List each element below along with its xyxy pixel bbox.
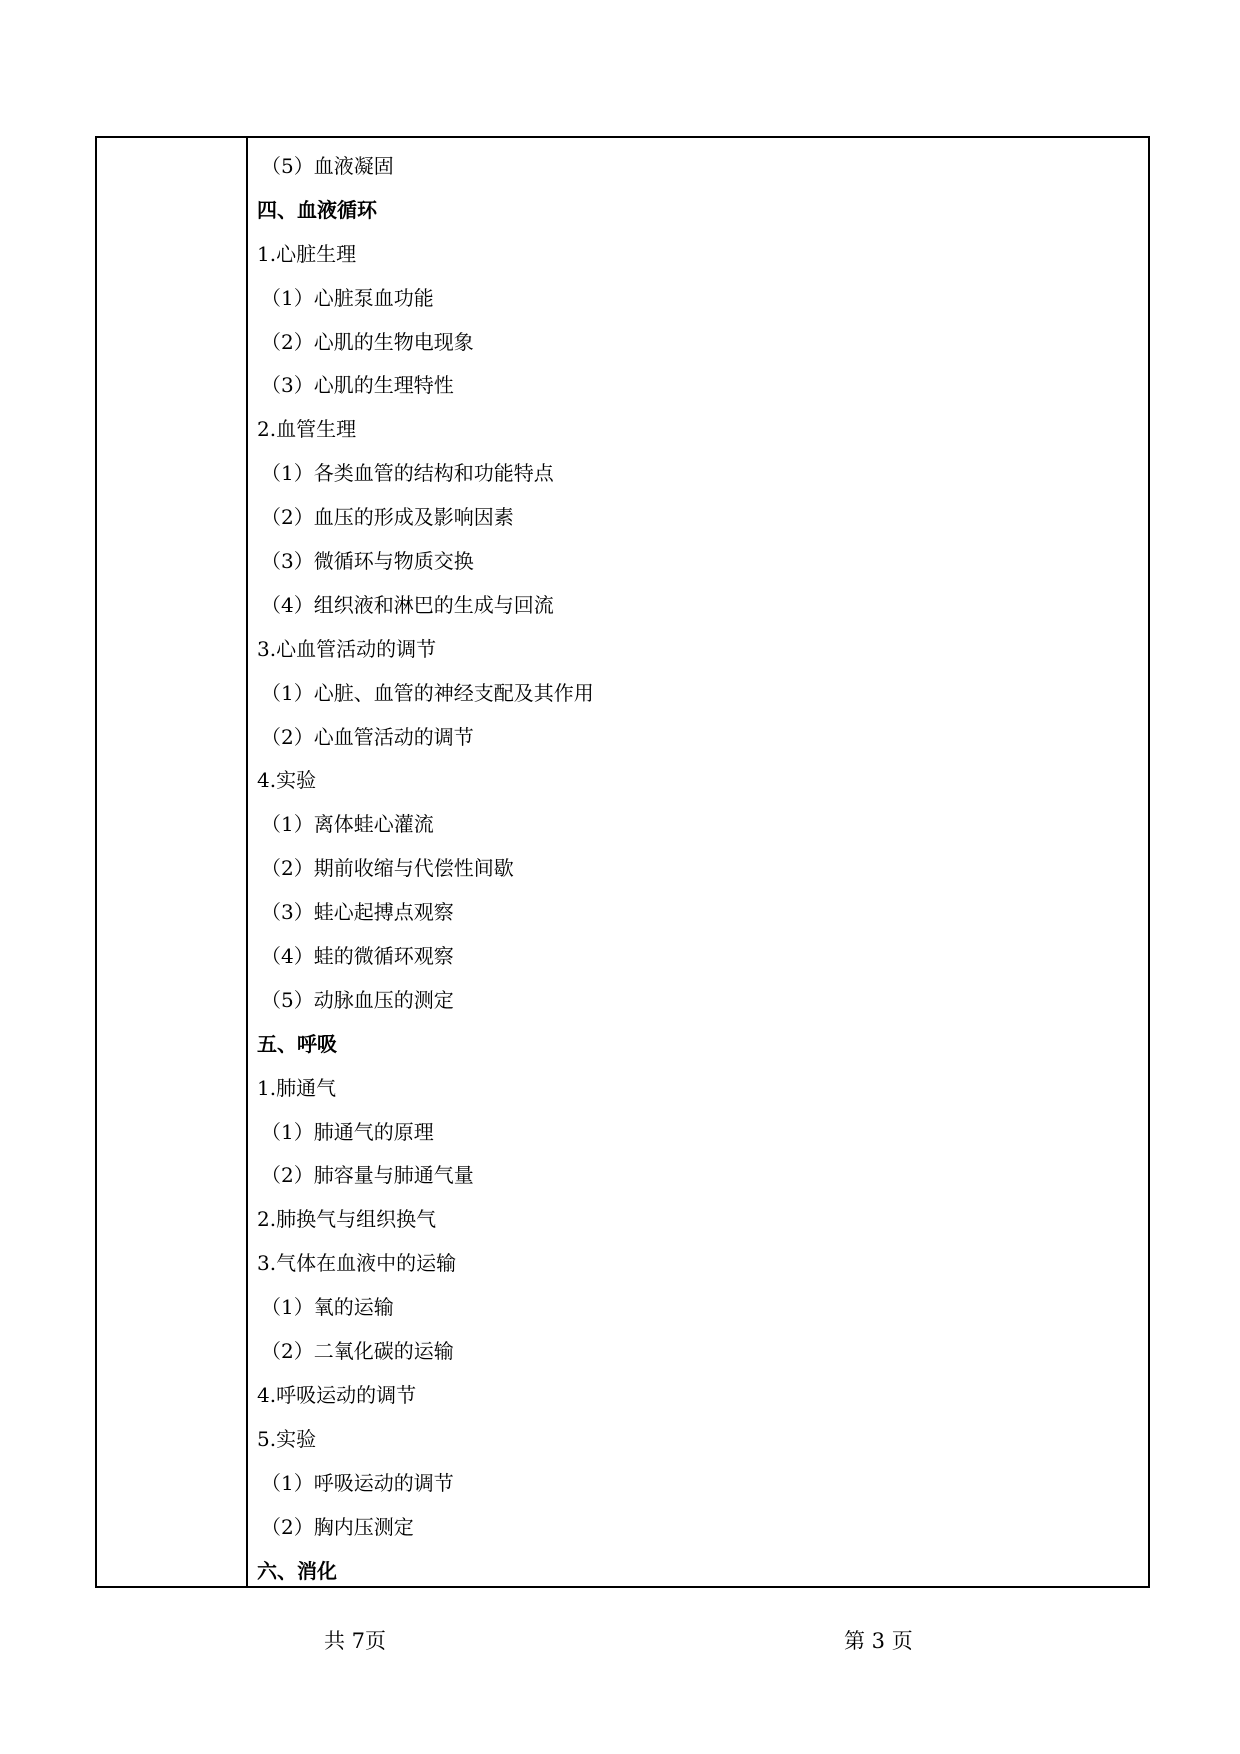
list-item: （2）心血管活动的调节 bbox=[261, 724, 474, 749]
list-item: （1）各类血管的结构和功能特点 bbox=[261, 461, 554, 486]
subsection-title: 1.肺通气 bbox=[257, 1075, 337, 1100]
list-item: （1）离体蛙心灌流 bbox=[261, 812, 434, 837]
list-item: （5）动脉血压的测定 bbox=[261, 987, 454, 1012]
outline-content bbox=[257, 145, 1138, 1593]
list-item: （3）心肌的生理特性 bbox=[261, 373, 454, 398]
section-heading: 六、消化 bbox=[257, 1558, 337, 1583]
list-item: （2）期前收缩与代偿性间歇 bbox=[261, 856, 514, 881]
current-page: 第 3 页 bbox=[844, 1629, 913, 1653]
subsection-title: 4.呼吸运动的调节 bbox=[257, 1382, 417, 1407]
list-item: （5）血液凝固 bbox=[261, 154, 394, 178]
list-item: （2）血压的形成及影响因素 bbox=[261, 505, 514, 530]
subsection-title: 3.气体在血液中的运输 bbox=[257, 1251, 457, 1276]
list-item: （1）氧的运输 bbox=[261, 1295, 394, 1320]
list-item: （2）胸内压测定 bbox=[261, 1514, 414, 1539]
subsection-title: 4.实验 bbox=[257, 768, 317, 793]
subsection-title: 2.血管生理 bbox=[257, 417, 357, 442]
list-item: （1）心脏、血管的神经支配及其作用 bbox=[261, 680, 594, 705]
list-item: （2）二氧化碳的运输 bbox=[261, 1339, 454, 1364]
subsection-title: 3.心血管活动的调节 bbox=[257, 636, 437, 661]
list-item: （2）肺容量与肺通气量 bbox=[261, 1163, 474, 1188]
section-heading: 五、呼吸 bbox=[257, 1031, 337, 1056]
list-item: （1）肺通气的原理 bbox=[261, 1119, 434, 1144]
list-item: （2）心肌的生物电现象 bbox=[261, 329, 474, 354]
subsection-title: 1.心脏生理 bbox=[257, 241, 357, 266]
list-item: （4）组织液和淋巴的生成与回流 bbox=[261, 592, 554, 617]
list-item: （4）蛙的微循环观察 bbox=[261, 944, 454, 969]
list-item: （3）微循环与物质交换 bbox=[261, 549, 474, 574]
list-item: （3）蛙心起搏点观察 bbox=[261, 900, 454, 925]
column-divider bbox=[246, 138, 248, 1586]
subsection-title: 2.肺换气与组织换气 bbox=[257, 1207, 437, 1232]
list-item: （1）呼吸运动的调节 bbox=[261, 1470, 454, 1495]
section-heading: 四、血液循环 bbox=[257, 197, 377, 222]
list-item: （1）心脏泵血功能 bbox=[261, 285, 434, 310]
outline-table bbox=[95, 136, 1150, 1588]
subsection-title: 5.实验 bbox=[257, 1426, 317, 1451]
total-pages: 共 7页 bbox=[324, 1629, 387, 1653]
